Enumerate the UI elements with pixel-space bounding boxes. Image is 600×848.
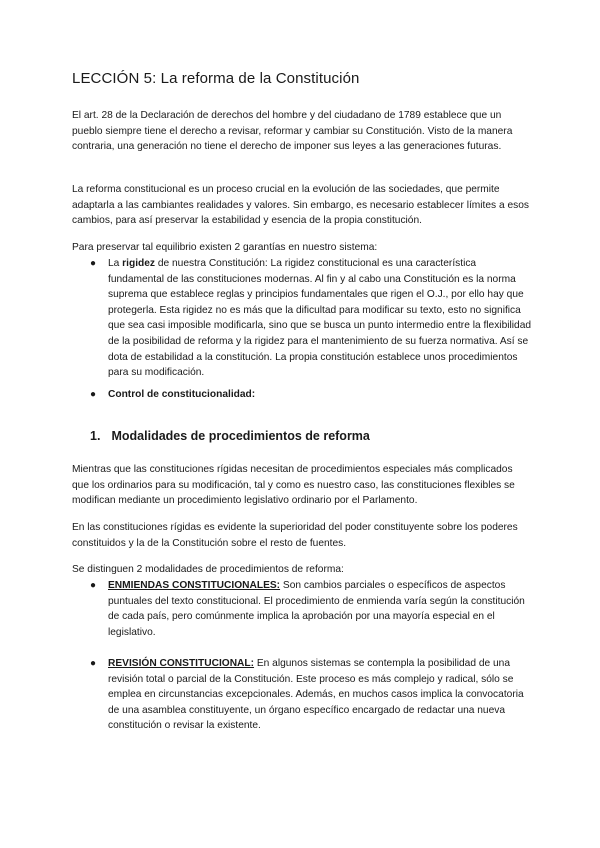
rigidez-prefix: La	[108, 258, 123, 269]
enmiendas-term: ENMIENDAS CONSTITUCIONALES:	[108, 580, 281, 591]
bullet-icon: ●	[90, 389, 97, 400]
modalities-list	[72, 578, 532, 640]
bullet-icon: ●	[90, 658, 97, 669]
list-item-control	[72, 387, 532, 403]
bullet-icon: ●	[90, 580, 97, 591]
section-heading	[90, 429, 370, 443]
paragraph-rigid-vs-flexible: Mientras que las constituciones rígidas necesitan de procedimientos especiales más complicados que los ordinarios para su modificación, tal y como es nuestro caso, las constituciones flexibles se modifican mediante un procedimiento legislativo ordinario por el Parlamento.	[72, 464, 515, 507]
section-title: Modalidades de procedimientos de reforma	[111, 429, 370, 443]
paragraph-guarantees-intro: Para preservar tal equilibrio existen 2 garantías en nuestro sistema:	[72, 242, 378, 253]
paragraph-reform-intro: La reforma constitucional es un proceso crucial en la evolución de las sociedades, que permite adaptarla a las cambiantes realidades y valores. Sin embargo, es necesario establecer límites a esos cambios, para así preservar la estabilidad y esencia de la propia constitución.	[72, 184, 529, 227]
paragraph-superiority: En las constituciones rígidas es evidente la superioridad del poder constituyente sobre los poderes constituidos y la de la Constitución sobre el resto de fuentes.	[72, 522, 518, 549]
paragraph-modalities-intro: Se distinguen 2 modalidades de procedimientos de reforma:	[72, 564, 344, 575]
paragraph-declaration: El art. 28 de la Declaración de derechos del hombre y del ciudadano de 1789 establece que un pueblo siempre tiene el derecho a revisar, reformar y cambiar su Constitución. Visto de la manera contraria, una generación no tiene el derecho de imponer sus leyes a las generaciones futuras.	[72, 110, 513, 153]
guarantees-list-2	[72, 387, 532, 403]
list-item-enmiendas	[72, 578, 532, 640]
revision-text: En algunos sistemas se contempla la posibilidad de una revisión total o parcial de la Constitución. Este proceso es más complejo y radical, sólo se emplea en circunstancias excepcionales. Además, en muchos casos implica la convocatoria de una asamblea constituyente, un órgano específico encargado de redactar una nueva constitución o revisar la existente.	[108, 658, 524, 732]
enmiendas-text: Son cambios parciales o específicos de aspectos puntuales del texto constitucional. El procedimiento de enmienda varía según la constitución de cada país, pero comúnmente implica la aprobación por una mayoría especial en el legislativo.	[108, 580, 525, 638]
bullet-icon: ●	[90, 258, 97, 269]
list-item-revision	[72, 656, 532, 734]
section-number: 1.	[90, 429, 101, 443]
guarantees-list	[72, 256, 532, 381]
page-title: LECCIÓN 5: La reforma de la Constitución	[72, 70, 360, 87]
revision-term: REVISIÓN CONSTITUCIONAL:	[108, 658, 255, 669]
control-term: Control de constitucionalidad:	[108, 389, 256, 400]
rigidez-text: de nuestra Constitución: La rigidez constitucional es una característica fundamental de las constituciones modernas. Al fin y al cabo una Constitución es la norma suprema que establece reglas y principios fundamentales que rigen el O.J., por ello hay que protegerla. Esta rigidez no es más que la dificultad para modificar su texto, esto no significa que sea casi imposible modificarla, sino que se busca un punto intermedio entre la flexibilidad de la posibilidad de reforma y la rigidez para el mantenimiento de su fuerza normativa. Así se dota de estabilidad a la constitución. La propia constitución establece unos procedimientos para su modificación.	[108, 258, 532, 379]
list-item-rigidez	[72, 256, 532, 381]
modalities-list-2	[72, 656, 532, 734]
rigidez-term: rigidez	[122, 258, 156, 269]
